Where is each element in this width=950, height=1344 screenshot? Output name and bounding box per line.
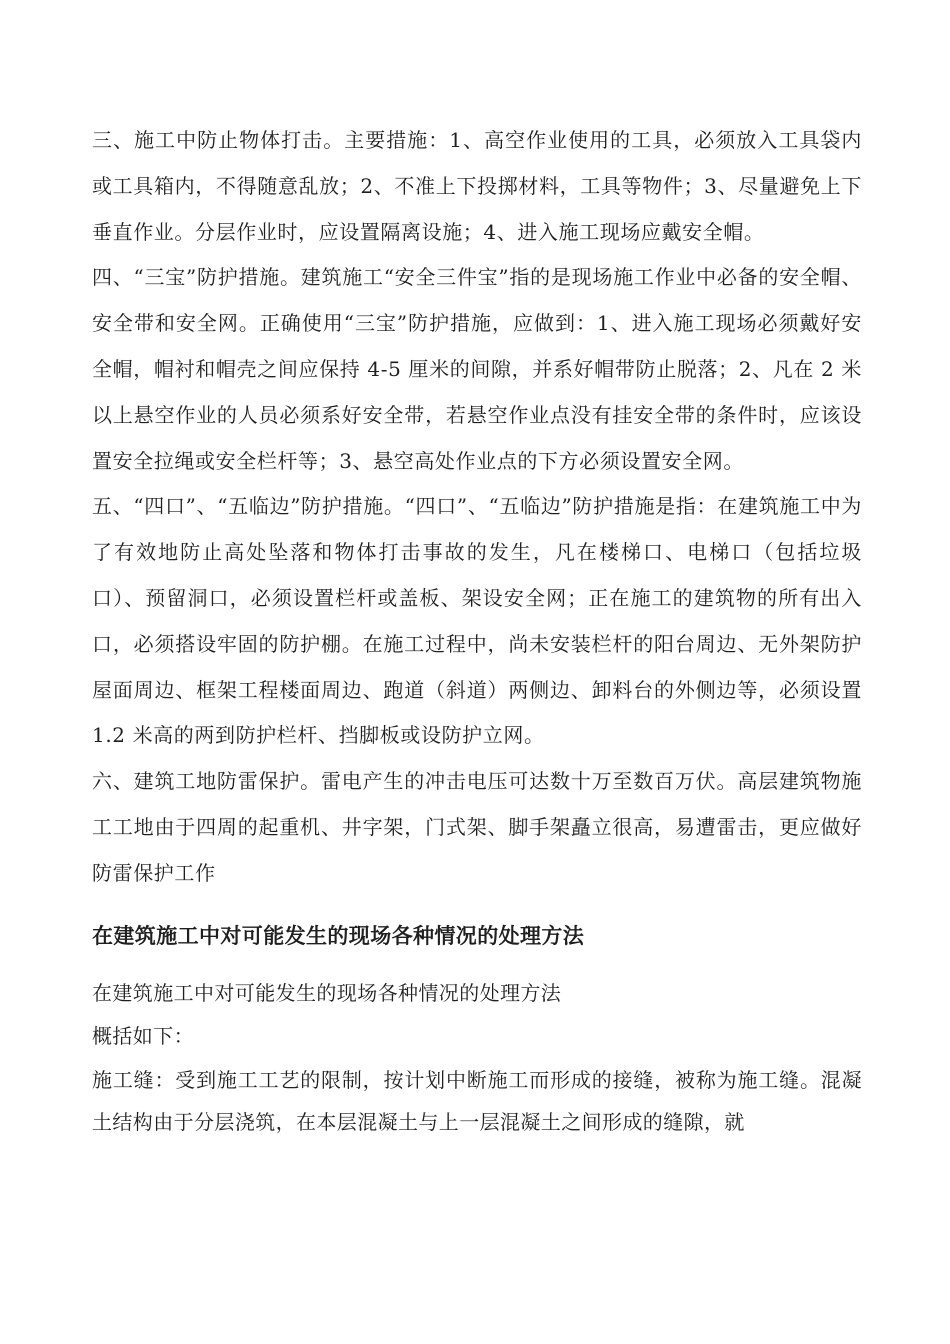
paragraph-impact-prevention: 三、施工中防止物体打击。主要措施：1、高空作业使用的工具，必须放入工具袋内或工具箱内，不得随意乱放；2、不准上下投掷材料，工具等物件；3、尽量避免上下垂直作业。分层作业时，应设置隔离设施；4、进入施工现场应戴安全帽。	[92, 128, 862, 244]
summary-label: 概括如下：	[92, 1023, 194, 1048]
paragraph-construction-joint: 施工缝：受到施工工艺的限制，按计划中断施工而形成的接缝，被称为施工缝。混凝土结构由于分层浇筑，在本层混凝土与上一层混凝土之间形成的缝隙，就	[92, 1067, 862, 1134]
document-content	[92, 118, 862, 1143]
paragraph-lightning-protection: 六、建筑工地防雷保护。雷电产生的冲击电压可达数十万至数百万伏。高层建筑物施工工地由于四周的起重机、井字架，门式架、脚手架矗立很高，易遭雷击，更应做好防雷保护工作	[92, 769, 862, 885]
subtitle: 在建筑施工中对可能发生的现场各种情况的处理方法	[92, 980, 562, 1005]
paragraph-three-treasures: 四、“三宝”防护措施。建筑施工“安全三件宝”指的是现场施工作业中必备的安全帽、安全带和安全网。正确使用“三宝”防护措施，应做到：1、进入施工现场必须戴好安全帽，帽衬和帽壳之间应保持 4-5 厘米的间隙，并系好帽带防止脱落；2、凡在 2 米以上悬空作业的人员必须系好安全带，若悬空作业点没有挂安全带的条件时，应该设置安全拉绳或安全栏杆等；3、悬空高处作业点的下方必须设置安全网。	[92, 265, 862, 473]
paragraph-openings-edges: 五、“四口”、“五临边”防护措施。“四口”、“五临边”防护措施是指：在建筑施工中为了有效地防止高处坠落和物体打击事故的发生，凡在楼梯口、电梯口（包括垃圾口）、预留洞口，必须设置栏杆或盖板、架设安全网；正在施工的建筑物的所有出入口，必须搭设牢固的防护棚。在施工过程中，尚未安装栏杆的阳台周边、无外架防护屋面周边、框架工程楼面周边、跑道（斜道）两侧边、卸料台的外侧边等，必须设置 1.2 米高的两到防护栏杆、挡脚板或设防护立网。	[92, 494, 862, 748]
section-title: 在建筑施工中对可能发生的现场各种情况的处理方法	[92, 922, 585, 948]
